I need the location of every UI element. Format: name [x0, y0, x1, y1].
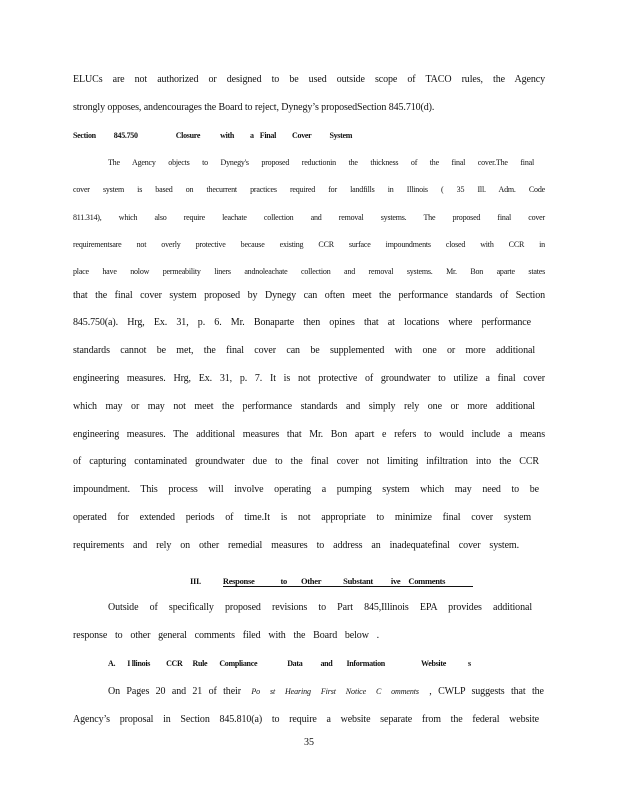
heading-word: 845.750 — [113, 131, 138, 140]
part-number: III. — [190, 576, 201, 586]
subsection-heading — [108, 659, 471, 669]
heading-word: Compliance — [219, 659, 258, 668]
heading-word: with — [220, 131, 235, 140]
body-line: 811.314), which also require leachate collection and removal systems. The proposed final cover — [73, 213, 545, 222]
body-line: ELUCs are not authorized or designed to be used outside scope of TACO rules, the Agency — [73, 74, 545, 85]
body-line: that the final cover system proposed by Dynegy can often meet the performance standards of Section — [73, 290, 545, 301]
section-heading — [73, 131, 352, 141]
heading-word: Final — [259, 131, 277, 140]
body-line: requirements and rely on other remedial measures to address an inadequatefinal cover system. — [73, 540, 519, 551]
body-line: of capturing contaminated groundwater due to the final cover not limiting infiltration into the CCR — [73, 456, 539, 467]
body-line: impoundment. This process will involve operating a pumping system which may need to be — [73, 484, 539, 495]
body-line: cover system is based on thecurrent practices required for landfills in Illinois ( 35 Ill. Adm. Code — [73, 185, 545, 194]
body-line: Agency’s proposal in Section 845.810(a) to require a website separate from the federal website — [73, 714, 539, 725]
heading-word: System — [329, 131, 353, 140]
heading-word: Rule — [192, 659, 208, 668]
body-line: standards cannot be met, the final cover can be supplemented with one or more additional — [73, 345, 535, 356]
body-line: engineering measures. The additional measures that Mr. Bon apart e refers to would include a means — [73, 429, 545, 440]
body-line: operated for extended periods of time.It is not appropriate to minimize final cover system — [73, 512, 531, 523]
heading-word: to — [280, 576, 287, 586]
body-line — [108, 686, 544, 698]
heading-word: Cover — [292, 131, 312, 140]
heading-word: and — [320, 659, 333, 668]
heading-word: Section — [73, 131, 96, 140]
heading-word: ive — [390, 576, 401, 586]
heading-word: Comments — [408, 576, 446, 586]
heading-word: Closure — [175, 131, 201, 140]
body-line: requirementsare not overly protective because existing CCR surface impoundments closed with CCR in — [73, 240, 545, 249]
body-line: The Agency objects to Dynegy's proposed reductionin the thickness of the final cover.The final — [108, 158, 534, 167]
heading-word: A. — [108, 659, 116, 668]
part-heading — [190, 576, 473, 587]
body-line: engineering measures. Hrg, Ex. 31, p. 7. It is not protective of groundwater to utilize a final cover — [73, 373, 545, 384]
body-line: place have nolow permeability liners andnoleachate collection and removal systems. Mr. Bon aparte states — [73, 267, 545, 276]
heading-word: Website — [420, 659, 446, 668]
heading-word: I llinois — [127, 659, 151, 668]
body-line: strongly opposes, andencourages the Board to reject, Dynegy’s proposedSection 845.710(d). — [73, 102, 435, 113]
body-line: 845.750(a). Hrg, Ex. 31, p. 6. Mr. Bonaparte then opines that at locations where performance — [73, 317, 531, 328]
part-title — [223, 576, 473, 587]
heading-word: s — [467, 659, 471, 668]
heading-word: Information — [346, 659, 385, 668]
body-text: On Pages 20 and 21 of their — [108, 686, 241, 697]
heading-word: Other — [300, 576, 322, 586]
page-number: 35 — [304, 737, 314, 748]
heading-word: a — [250, 131, 254, 140]
body-text: , CWLP suggests that the — [429, 686, 544, 697]
heading-word: Response — [222, 576, 255, 586]
body-line: response to other general comments filed with the Board below . — [73, 630, 379, 641]
body-line: Outside of specifically proposed revisions to Part 845,Illinois EPA provides additional — [108, 602, 532, 613]
italic-citation: Po st Hearing First Notice C omments — [251, 687, 419, 696]
body-line: which may or may not meet the performance standards and simply rely one or more additional — [73, 401, 535, 412]
heading-word: CCR — [166, 659, 183, 668]
heading-word: Substant — [343, 576, 373, 586]
heading-word: Data — [287, 659, 303, 668]
